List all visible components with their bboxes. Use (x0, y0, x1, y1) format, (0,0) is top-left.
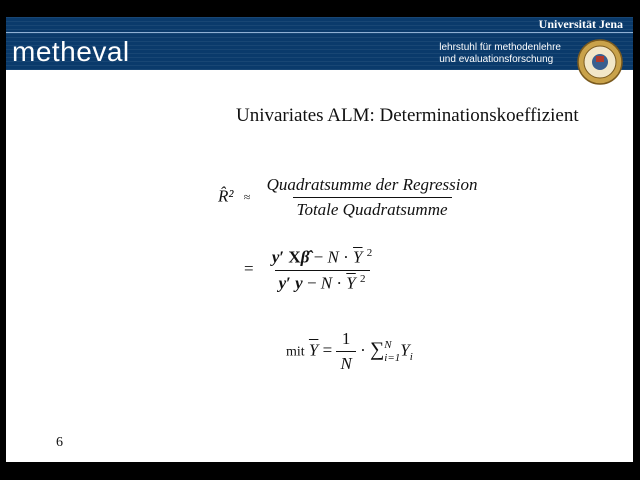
chair-line-2: und evaluationsforschung (439, 54, 554, 65)
numerator-1: Quadratsumme der Regression (266, 175, 478, 194)
formula-line-2 (244, 247, 376, 293)
fraction-1 (263, 175, 482, 220)
sum-limits: N i=1 (384, 338, 401, 364)
slide (6, 17, 633, 462)
sum-icon: ∑ (370, 338, 385, 361)
r2-symbol: R̂² (218, 186, 234, 206)
denominator-2: y′ $y - N \cdot \overline{Y}$ $^2$ (275, 270, 370, 294)
y-i: Y (400, 340, 410, 360)
header-banner (6, 17, 633, 70)
university-seal-icon (577, 39, 623, 85)
cdot: · (360, 340, 366, 360)
numerator-3: 1 (341, 329, 351, 348)
fraction-3 (336, 329, 355, 374)
fraction-2 (268, 247, 376, 293)
equals-hand-icon: ≈ (243, 190, 251, 205)
page-number: 6 (56, 435, 63, 450)
banner-divider (6, 32, 633, 33)
mit-label: mit (286, 344, 305, 360)
formula-line-1 (218, 175, 481, 220)
numerator-2: y′ Xβ̂ − $N \cdot \overline{Y}$ $^2$ (271, 247, 373, 267)
chair-line-1: lehrstuhl für methodenlehre (439, 42, 561, 53)
slide-title: Univariates ALM: Determinationskoeffizient (236, 105, 579, 126)
formula-line-3: mit $\overline{Y}$ = $\frac{1}{N}$ · ∑ N i=1 $Y_i$ (286, 329, 413, 373)
denominator-1: Totale Quadratsumme (293, 197, 452, 220)
denominator-3: N (336, 351, 355, 374)
metheval-logo: metheval (12, 36, 130, 67)
y-bar: $\overline{Y}$ (308, 340, 319, 360)
university-label: Universität Jena (538, 17, 623, 31)
chair-label (439, 42, 561, 66)
equals-sign: = (244, 259, 254, 279)
